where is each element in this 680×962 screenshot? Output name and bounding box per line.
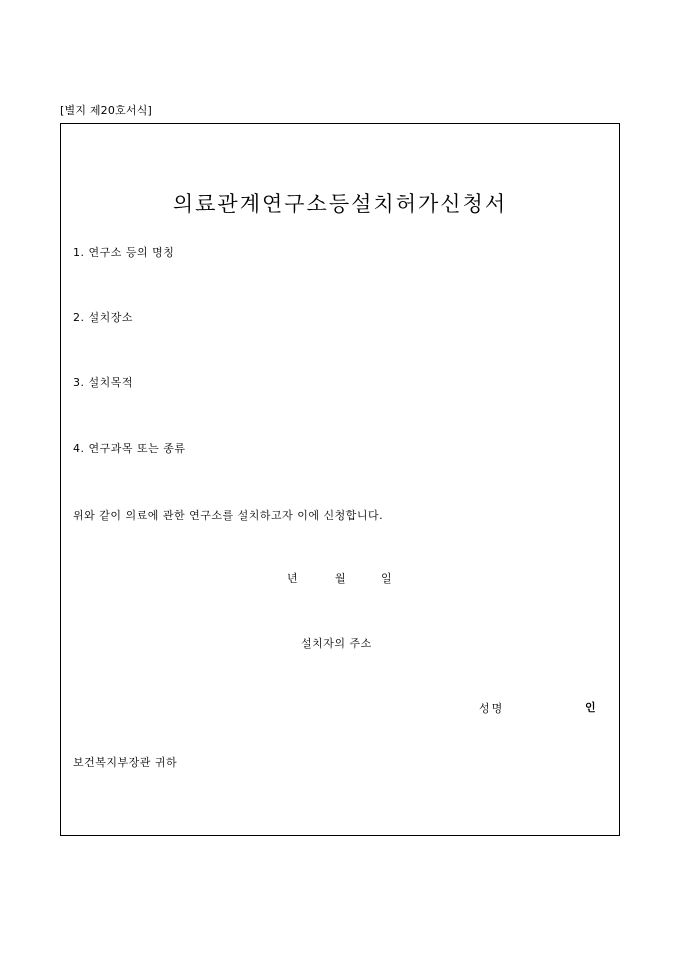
applicant-address-label: 설치자의 주소: [301, 637, 372, 650]
form-code-label: [별지 제20호서식]: [60, 104, 153, 117]
seal-mark: 인: [585, 701, 596, 714]
addressee: 보건복지부장관 귀하: [73, 756, 178, 769]
date-month-label: 월: [335, 572, 346, 585]
field-research-subject: 4. 연구과목 또는 종류: [73, 442, 186, 455]
field-installation-purpose: 3. 설치목적: [73, 376, 133, 389]
applicant-name-label: 성명: [479, 702, 505, 715]
application-statement: 위와 같이 의료에 관한 연구소를 설치하고자 이에 신청합니다.: [73, 509, 384, 522]
form-title: 의료관계연구소등설치허가신청서: [172, 192, 508, 216]
date-day-label: 일: [381, 572, 392, 585]
application-form: [60, 123, 620, 836]
field-research-institute-name: 1. 연구소 등의 명칭: [73, 246, 175, 259]
date-year-label: 년: [287, 572, 298, 585]
field-installation-location: 2. 설치장소: [73, 311, 133, 324]
date-row: [287, 570, 392, 586]
